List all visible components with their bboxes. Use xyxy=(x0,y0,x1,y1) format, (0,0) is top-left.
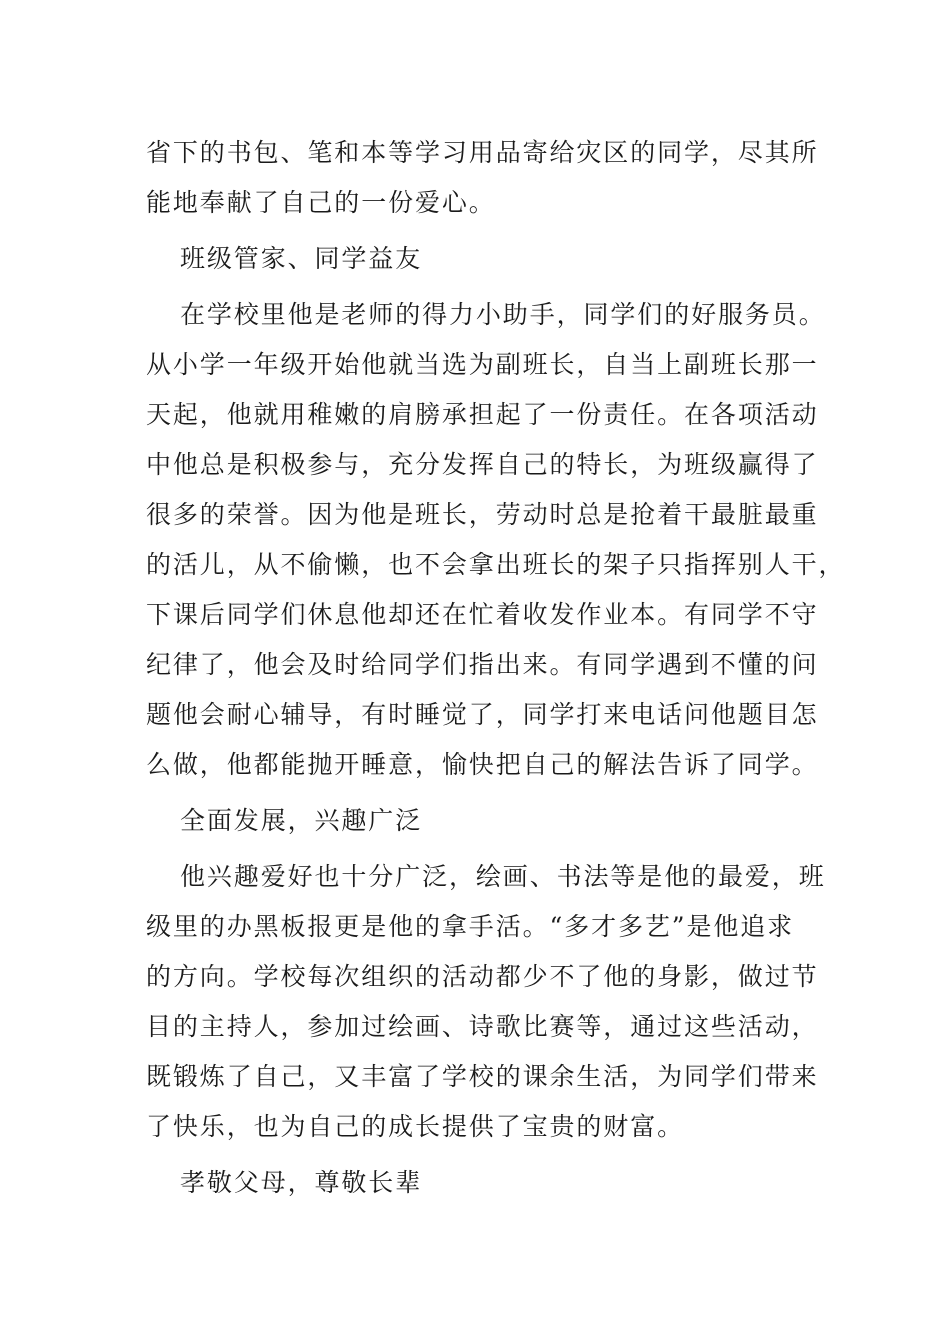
paragraph-line: 在学校里他是老师的得力小助手，同学们的好服务员。 xyxy=(180,300,826,329)
heading-text: 班级管家、同学益友 xyxy=(180,244,423,273)
section-heading xyxy=(146,1158,796,1208)
paragraph-line: 的方向。学校每次组织的活动都少不了他的身影，做过节 xyxy=(146,962,819,991)
paragraph-line: 很多的荣誉。因为他是班长，劳动时总是抢着干最脏最重 xyxy=(146,500,819,529)
paragraph-line: 题他会耐心辅导，有时睡觉了，同学打来电话问他题目怎 xyxy=(146,700,819,729)
paragraph-line: 目的主持人，参加过绘画、诗歌比赛等，通过这些活动， xyxy=(146,1012,819,1041)
paragraph-line: 既锻炼了自己，又丰富了学校的课余生活，为同学们带来 xyxy=(146,1062,819,1091)
heading-text: 全面发展，兴趣广泛 xyxy=(180,806,423,835)
paragraph-line: 省下的书包、笔和本等学习用品寄给灾区的同学，尽其所 xyxy=(146,138,819,167)
paragraph-line: 的活儿，从不偷懒，也不会拿出班长的架子只指挥别人干， xyxy=(146,550,846,579)
paragraph-line: 级里的办黑板报更是他的拿手活。“多才多艺”是他追求 xyxy=(146,912,795,941)
paragraph-line: 了快乐，也为自己的成长提供了宝贵的财富。 xyxy=(146,1112,685,1141)
paragraph xyxy=(146,128,819,228)
paragraph-line: 么做，他都能抛开睡意，愉快把自己的解法告诉了同学。 xyxy=(146,750,819,779)
paragraph xyxy=(146,852,826,1152)
heading-text: 孝敬父母，尊敬长辈 xyxy=(180,1168,423,1197)
document-body xyxy=(146,128,846,1208)
paragraph-line: 纪律了，他会及时给同学们指出来。有同学遇到不懂的问 xyxy=(146,650,819,679)
paragraph-line: 天起，他就用稚嫩的肩膀承担起了一份责任。在各项活动 xyxy=(146,400,819,429)
paragraph-line: 下课后同学们休息他却还在忙着收发作业本。有同学不守 xyxy=(146,600,819,629)
paragraph-line: 能地奉献了自己的一份爱心。 xyxy=(146,188,496,217)
paragraph xyxy=(146,290,846,790)
section-heading xyxy=(146,796,796,846)
paragraph-line: 从小学一年级开始他就当选为副班长，自当上副班长那一 xyxy=(146,350,819,379)
paragraph-line: 他兴趣爱好也十分广泛，绘画、书法等是他的最爱，班 xyxy=(180,862,826,891)
section-heading xyxy=(146,234,796,284)
paragraph-line: 中他总是积极参与，充分发挥自己的特长，为班级赢得了 xyxy=(146,450,819,479)
